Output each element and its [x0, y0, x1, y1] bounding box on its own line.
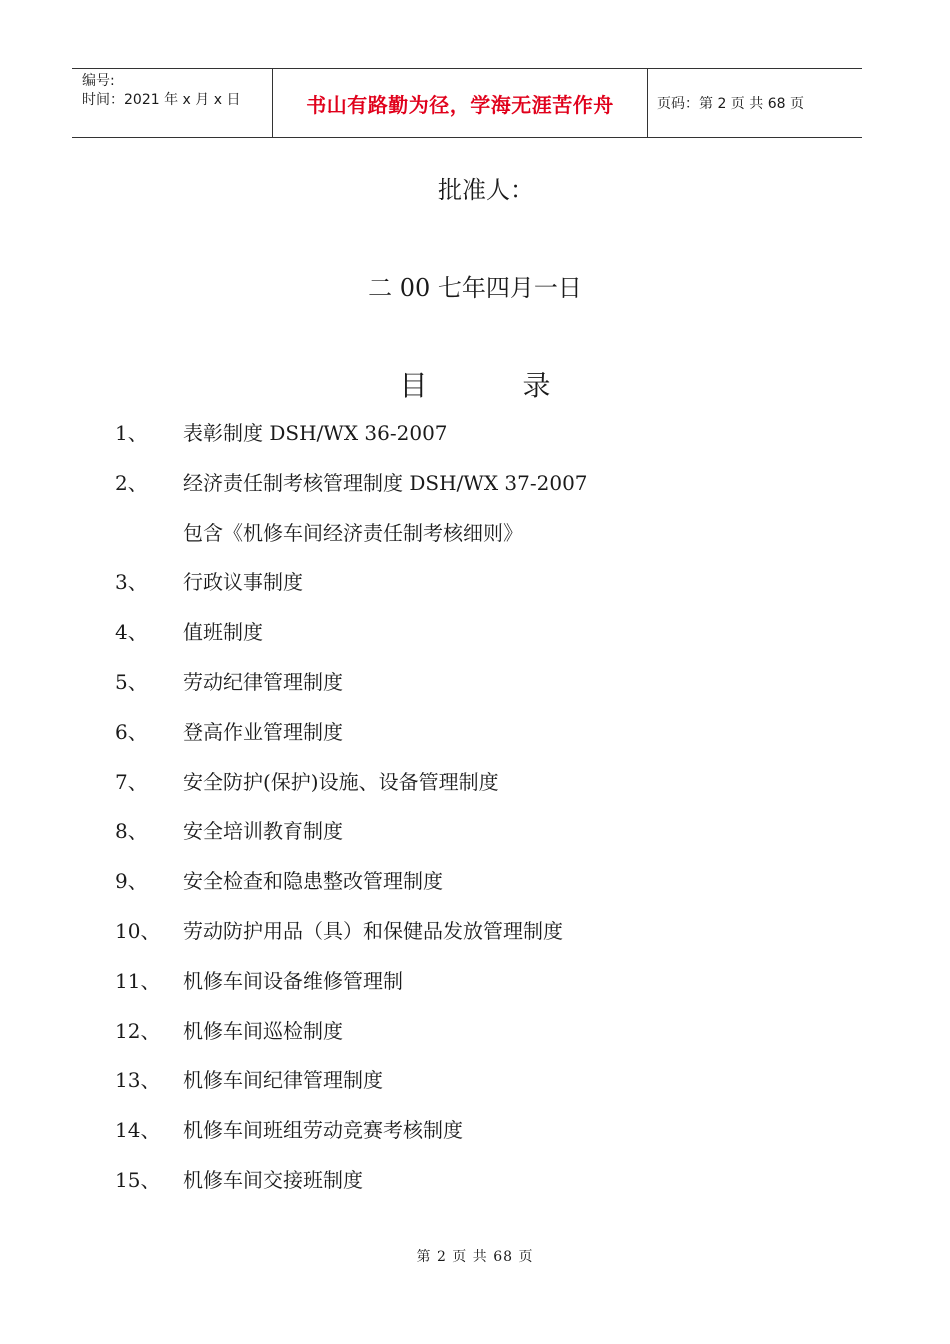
approver-label: 批准人：: [438, 176, 534, 204]
toc-item: [0, 764, 950, 814]
toc-item-text: 安全防护(保护)设施、设备管理制度: [183, 769, 499, 794]
toc-item: [0, 564, 950, 614]
toc-item-number: 1、: [115, 421, 148, 445]
toc-item-text: 包含《机修车间经济责任制考核细则》: [183, 520, 523, 545]
toc-item-text: 安全培训教育制度: [183, 819, 343, 844]
toc-item: [0, 913, 950, 963]
toc-item-number: 12、: [115, 1018, 161, 1043]
toc-title-left: 目: [399, 369, 428, 402]
document-date: 二 00 七年四月一日: [368, 274, 582, 302]
page-header: [72, 68, 862, 138]
toc-item-number: 2、: [115, 470, 148, 495]
toc-item-number: 13、: [115, 1068, 161, 1093]
toc-item: [0, 614, 950, 664]
toc-item: [0, 1062, 950, 1112]
toc-item: [0, 465, 950, 515]
toc-item-text: 机修车间巡检制度: [183, 1018, 343, 1043]
toc-item: [0, 714, 950, 764]
toc-item-text: 机修车间交接班制度: [183, 1167, 363, 1192]
motto: 书山有路勤为径，学海无涯苦作舟: [273, 69, 648, 137]
toc-item: [0, 963, 950, 1013]
toc-item-number: 9、: [115, 869, 148, 894]
header-left-cell: [72, 69, 273, 137]
toc-item-text: 劳动防护用品（具）和保健品发放管理制度: [183, 918, 563, 943]
toc-item-number: 7、: [115, 769, 148, 794]
toc-item-number: 15、: [115, 1167, 161, 1192]
toc-item-number: 11、: [115, 968, 161, 993]
toc-item-text: 劳动纪律管理制度: [183, 669, 343, 694]
toc-item-text: 值班制度: [183, 620, 263, 645]
toc-list: [0, 415, 950, 1262]
toc-item-text: 行政议事制度: [183, 570, 303, 595]
toc-item: [0, 813, 950, 863]
toc-item-number: 8、: [115, 819, 148, 844]
number-label: 编号:: [82, 73, 115, 89]
toc-item: [0, 664, 950, 714]
toc-item-text: 机修车间纪律管理制度: [183, 1068, 383, 1093]
toc-item-text: 机修车间设备维修管理制: [183, 968, 403, 993]
toc-item-number: 5、: [115, 669, 148, 694]
toc-item-number: 6、: [115, 719, 148, 744]
toc-item-text: 经济责任制考核管理制度 DSH/WX 37-2007: [183, 470, 588, 495]
toc-title-right: 录: [522, 369, 551, 402]
page-info: 页码：第 2 页 共 68 页: [657, 96, 804, 112]
toc-item-text: 表彰制度 DSH/WX 36-2007: [183, 421, 448, 445]
time-label: 时间：2021 年 x 月 x 日: [82, 92, 241, 108]
toc-item-number: 3、: [115, 570, 148, 595]
toc-item: [0, 1162, 950, 1212]
toc-item-text: 机修车间班组劳动竞赛考核制度: [183, 1118, 463, 1143]
toc-title: [0, 364, 950, 404]
toc-item: [0, 415, 950, 465]
toc-item: [0, 1013, 950, 1063]
toc-item: [0, 1112, 950, 1162]
toc-item-text: 安全检查和隐患整改管理制度: [183, 869, 443, 894]
toc-item-number: 14、: [115, 1118, 161, 1143]
approver-line: [0, 170, 950, 205]
toc-item: [0, 515, 950, 565]
toc-item-text: 登高作业管理制度: [183, 719, 343, 744]
toc-item-number: 4、: [115, 620, 148, 645]
toc-item-number: 10、: [115, 918, 161, 943]
page-footer: 第 2 页 共 68 页: [416, 1249, 534, 1265]
toc-item: [0, 863, 950, 913]
